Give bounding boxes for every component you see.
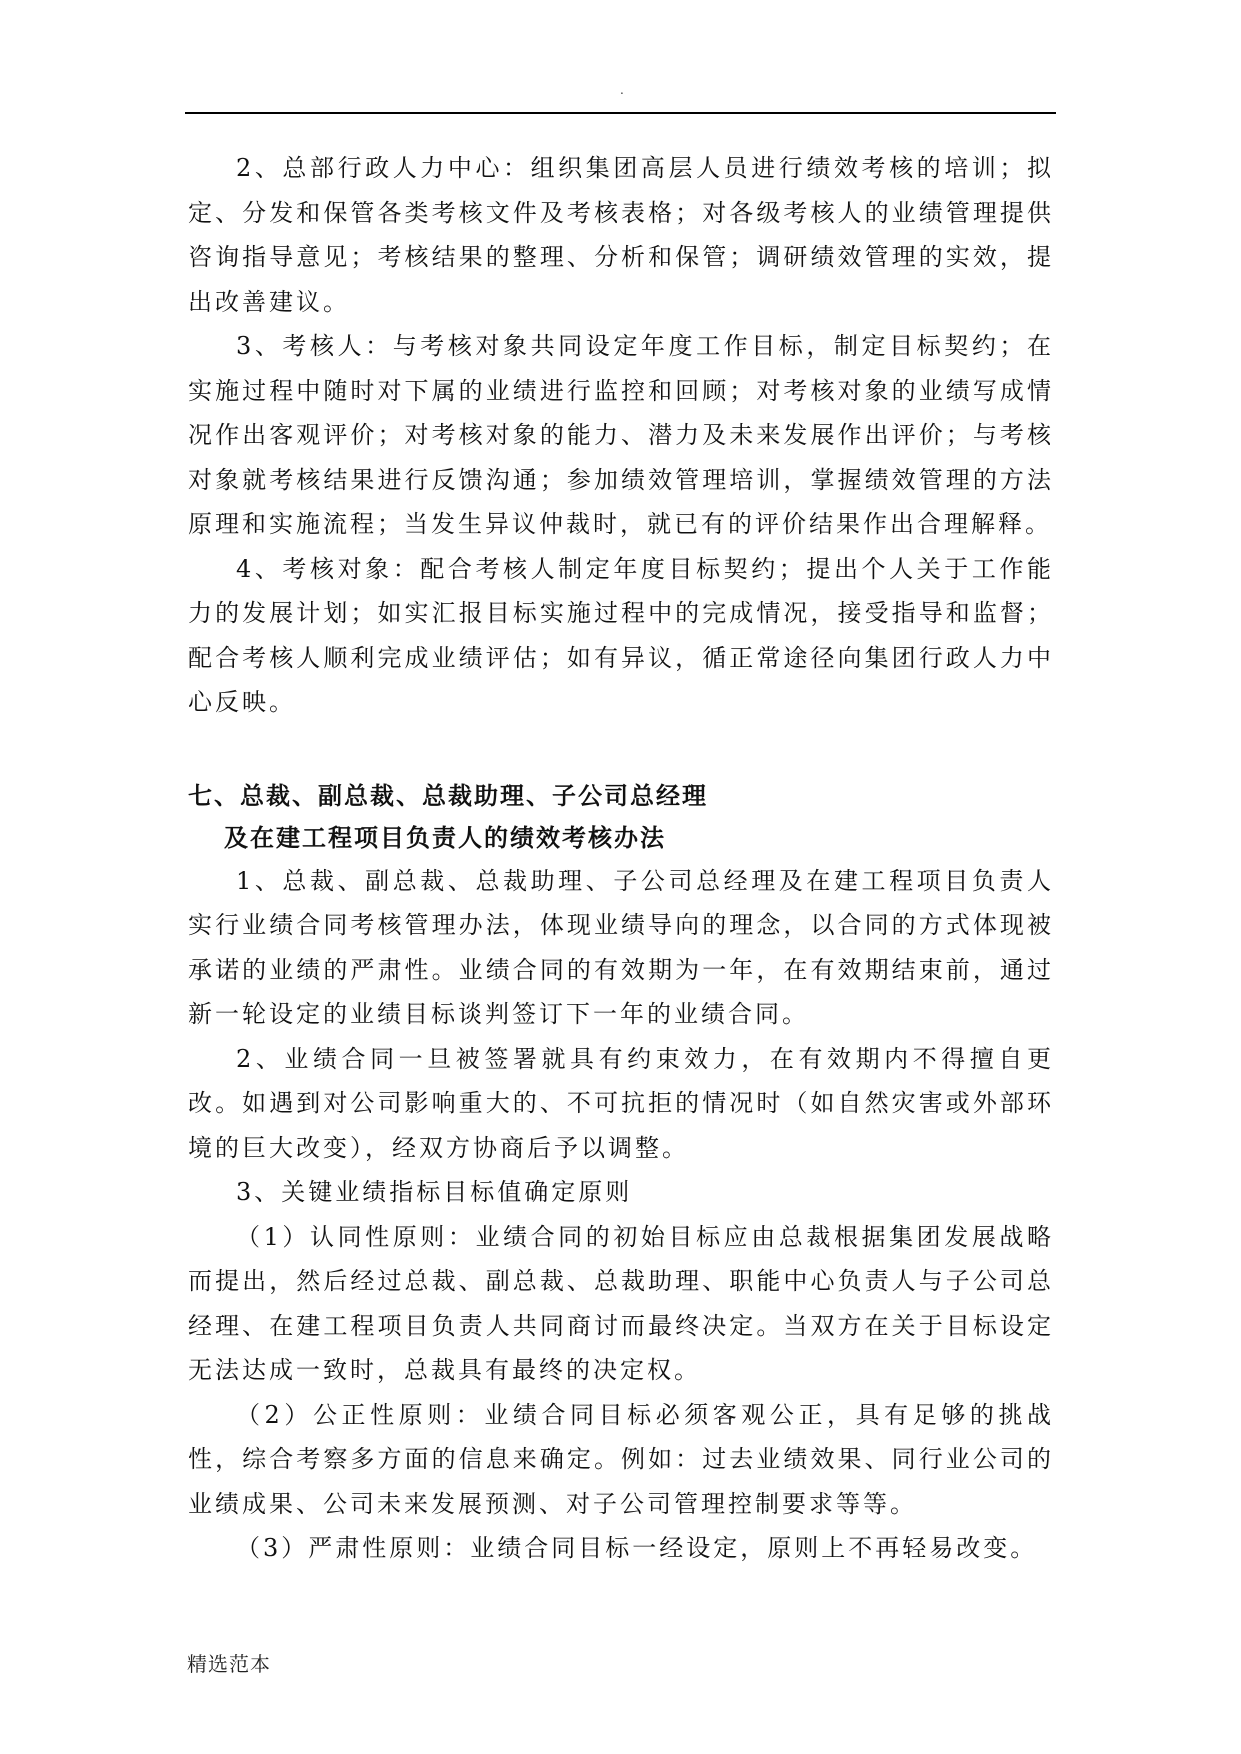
section-heading-line2: 及在建工程项目负责人的绩效考核办法	[224, 823, 666, 852]
header-rule	[185, 112, 1056, 114]
footer-label: 精选范本	[187, 1652, 271, 1676]
paragraph-duties-2: 2、总部行政人力中心：组织集团高层人员进行绩效考核的培训；拟定、分发和保管各类考核文件及考核表格；对各级考核人的业绩管理提供咨询指导意见；考核结果的整理、分析和保管；调研绩效管理的实效，提出改善建议。	[188, 154, 1054, 316]
paragraph-principle-3: （3）严肃性原则：业绩合同目标一经设定，原则上不再轻易改变。	[236, 1534, 1038, 1562]
header-mark: .	[620, 83, 624, 97]
paragraph-principle-2: （2）公正性原则：业绩合同目标必须客观公正，具有足够的挑战性，综合考察多方面的信息来确定。例如：过去业绩效果、同行业公司的业绩成果、公司未来发展预测、对子公司管理控制要求等等。	[188, 1400, 1054, 1518]
document-body	[188, 146, 1054, 1571]
paragraph-item-1: 1、总裁、副总裁、总裁助理、子公司总经理及在建工程项目负责人实行业绩合同考核管理办法，体现业绩导向的理念，以合同的方式体现被承诺的业绩的严肃性。业绩合同的有效期为一年，在有效期结束前，通过新一轮设定的业绩目标谈判签订下一年的业绩合同。	[188, 866, 1054, 1028]
paragraph-duties-3: 3、考核人：与考核对象共同设定年度工作目标，制定目标契约；在实施过程中随时对下属的业绩进行监控和回顾；对考核对象的业绩写成情况作出客观评价；对考核对象的能力、潜力及未来发展作出评价；与考核对象就考核结果进行反馈沟通；参加绩效管理培训，掌握绩效管理的方法原理和实施流程；当发生异议仲裁时，就已有的评价结果作出合理解释。	[188, 332, 1054, 538]
paragraph-duties-4: 4、考核对象：配合考核人制定年度目标契约；提出个人关于工作能力的发展计划；如实汇报目标实施过程中的完成情况，接受指导和监督；配合考核人顺利完成业绩评估；如有异议，循正常途径向集团行政人力中心反映。	[188, 554, 1054, 716]
paragraph-principle-1: （1）认同性原则：业绩合同的初始目标应由总裁根据集团发展战略而提出，然后经过总裁、副总裁、总裁助理、职能中心负责人与子公司总经理、在建工程项目负责人共同商讨而最终决定。当双方在关于目标设定无法达成一致时，总裁具有最终的决定权。	[188, 1222, 1054, 1384]
paragraph-item-3: 3、关键业绩指标目标值确定原则	[236, 1178, 633, 1206]
section-heading-line1: 七、总裁、副总裁、总裁助理、子公司总经理	[188, 781, 708, 810]
paragraph-item-2: 2、业绩合同一旦被签署就具有约束效力，在有效期内不得擅自更改。如遇到对公司影响重大的、不可抗拒的情况时（如自然灾害或外部环境的巨大改变），经双方协商后予以调整。	[188, 1044, 1054, 1162]
section-gap	[188, 725, 1054, 775]
